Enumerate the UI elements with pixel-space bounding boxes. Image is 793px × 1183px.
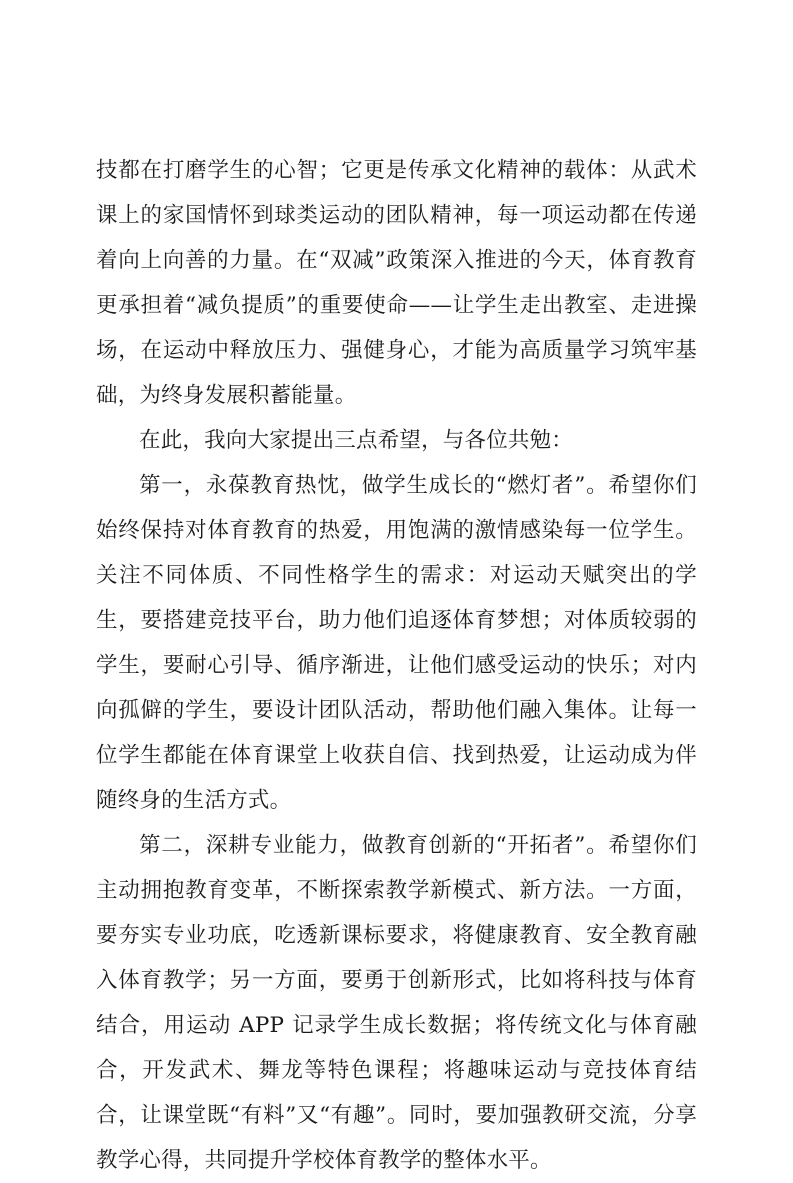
paragraph-intro-three-hopes: 在此，我向大家提出三点希望，与各位共勉： — [139, 428, 574, 453]
document-body — [96, 148, 697, 1183]
paragraph-hope-one: 第一，永葆教育热忱，做学生成长的“燃灯者”。希望你们始终保持对体育教育的热爱，用饱满的激情感染每一位学生。关注不同体质、不同性格学生的需求：对运动天赋突出的学生，要搭建竞技平台，助力他们追逐体育梦想；对体质较弱的学生，要耐心引导、循序渐进，让他们感受运动的快乐；对内向孤僻的学生，要设计团队活动，帮助他们融入集体。让每一位学生都能在体育课堂上收获自信、找到热爱，让运动成为伴随终身的生活方式。 — [96, 473, 697, 813]
paragraph-hope-two: 第二，深耕专业能力，做教育创新的“开拓者”。希望你们主动拥抱教育变革，不断探索教学新模式、新方法。一方面，要夯实专业功底，吃透新课标要求，将健康教育、安全教育融入体育教学；另一方面，要勇于创新形式，比如将科技与体育结合，用运动 APP 记录学生成长数据；将传统文化与体育融合，开发武术、舞龙等特色课程；将趣味运动与竞技体育结合，让课堂既“有料”又“有趣”。同时，要加强教研交流，分享教学心得，共同提升学校体育教学的整体水平。 — [96, 833, 697, 1173]
paragraph-continuation: 技都在打磨学生的心智；它更是传承文化精神的载体：从武术课上的家国情怀到球类运动的团队精神，每一项运动都在传递着向上向善的力量。在“双减”政策深入推进的今天，体育教育更承担着“减负提质”的重要使命——让学生走出教室、走进操场，在运动中释放压力、强健身心，才能为高质量学习筑牢基础，为终身发展积蓄能量。 — [96, 158, 697, 408]
